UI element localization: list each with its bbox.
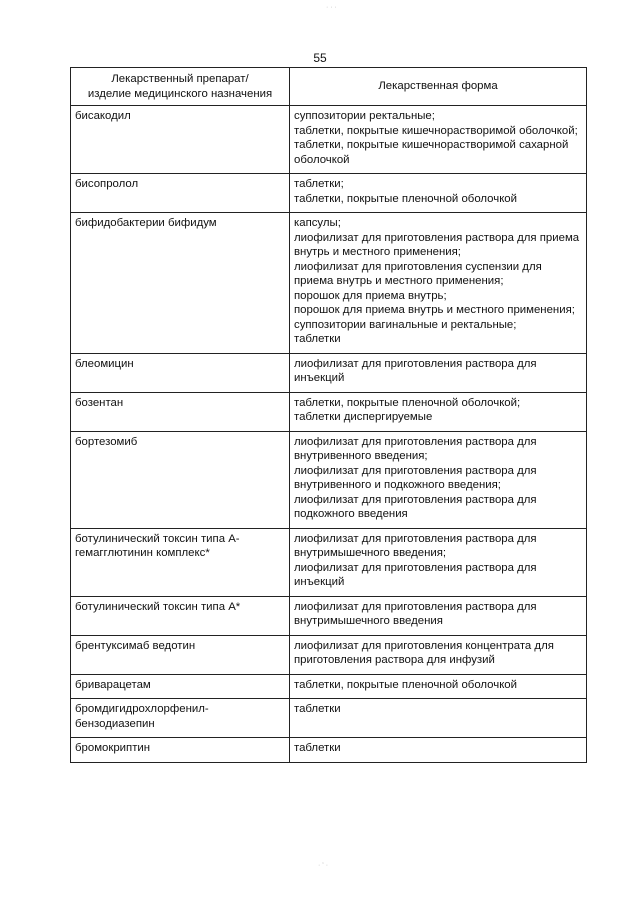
drug-forms [290,738,587,763]
dosage-form: таблетки [294,703,341,715]
table-row [71,106,587,174]
drug-forms [290,528,587,596]
dosage-form: лиофилизат для приготовления раствора для подкожного введения [294,493,537,520]
table-row [71,431,587,528]
drug-forms [290,213,587,354]
drug-forms [290,674,587,699]
drug-name: ботулинический токсин типа А* [71,596,290,635]
scan-artifact-top: · · · [326,4,337,11]
drug-forms [290,392,587,431]
drug-name: бромокриптин [71,738,290,763]
drug-name: бозентан [71,392,290,431]
drug-forms [290,635,587,674]
dosage-form: таблетки, покрытые кишечнорастворимой сахарной оболочкой [294,139,569,166]
header-drug: Лекарственный препарат/ изделие медицинского назначения [71,68,290,106]
drug-name: брентуксимаб ведотин [71,635,290,674]
drug-name: бромдигидрохлорфенил-бензодиазепин [71,699,290,738]
dosage-form: суппозитории ректальные; [294,110,435,122]
drug-forms [290,431,587,528]
dosage-form: лиофилизат для приготовления суспензии для приема внутрь и местного применения; [294,260,542,287]
drug-forms [290,353,587,392]
table-row [71,353,587,392]
drug-name: ботулинический токсин типа А-гемагглютинин комплекс* [71,528,290,596]
scan-artifact-bottom: · ‘ · [318,862,329,869]
drug-forms [290,596,587,635]
table-body [71,106,587,763]
dosage-form: суппозитории вагинальные и ректальные; [294,318,517,331]
dosage-form: таблетки, покрытые пленочной оболочкой [294,192,518,205]
dosage-form: лиофилизат для приготовления раствора для внутривенного введения; [294,435,537,462]
table-row [71,674,587,699]
drug-table [70,67,587,763]
table-row [71,635,587,674]
drug-name: блеомицин [71,353,290,392]
dosage-form: таблетки [294,333,341,345]
table-row [71,596,587,635]
dosage-form: таблетки диспергируемые [294,411,433,423]
dosage-form: лиофилизат для приготовления раствора для внутривенного и подкожного введения; [294,464,537,491]
dosage-form: таблетки, покрытые пленочной оболочкой; [294,396,521,409]
dosage-form: лиофилизат для приготовления раствора для приема внутрь и местного применения; [294,231,580,258]
drug-name: бисакодил [71,106,290,174]
dosage-form: порошок для приема внутрь; [294,289,447,302]
page-number: 55 [313,51,327,65]
drug-name: бриварацетам [71,674,290,699]
table-row [71,213,587,354]
drug-forms [290,106,587,174]
dosage-form: лиофилизат для приготовления концентрата для приготовления раствора для инфузий [294,639,554,666]
dosage-form: таблетки, покрытые кишечнорастворимой оболочкой; [294,124,578,137]
drug-name: бисопролол [71,174,290,213]
table-row [71,738,587,763]
dosage-form: таблетки [294,742,341,754]
table-row [71,699,587,738]
dosage-form: порошок для приема внутрь и местного применения; [294,304,575,316]
drug-forms [290,699,587,738]
header-form: Лекарственная форма [290,68,587,106]
table-header-row [71,68,587,106]
drug-forms [290,174,587,213]
dosage-form: лиофилизат для приготовления раствора для инъекций [294,357,537,384]
dosage-form: капсулы; [294,217,341,229]
table-row [71,392,587,431]
dosage-form: лиофилизат для приготовления раствора для внутримышечного введения [294,600,537,627]
dosage-form: таблетки; [294,178,344,190]
drug-name: бифидобактерии бифидум [71,213,290,354]
drug-name: бортезомиб [71,431,290,528]
dosage-form: таблетки, покрытые пленочной оболочкой [294,678,518,691]
dosage-form: лиофилизат для приготовления раствора для инъекций [294,561,537,588]
table-row [71,174,587,213]
dosage-form: лиофилизат для приготовления раствора для внутримышечного введения; [294,532,537,559]
table-row [71,528,587,596]
